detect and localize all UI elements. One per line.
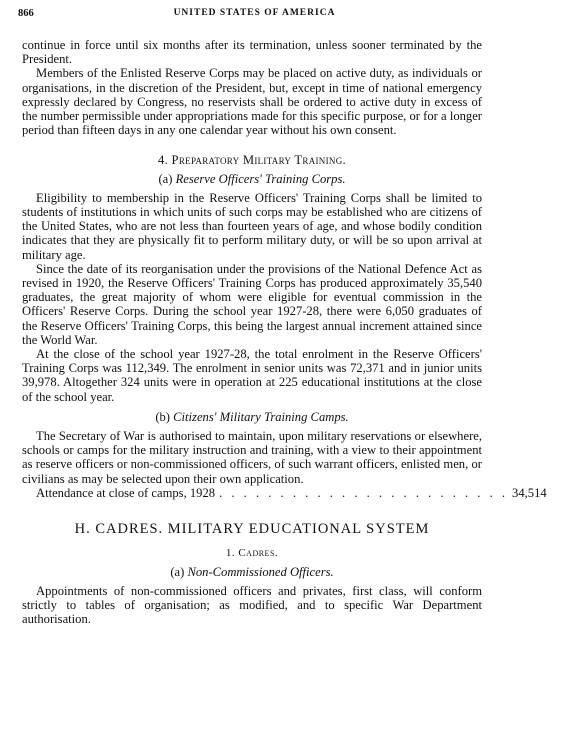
attendance-line [22,485,547,500]
running-header [18,8,491,22]
paragraph-appointments: Appointments of non-commissioned officers and privates, first class, will conform strictly to tables of organisation; as modified, and to specific War Department authorisation. [22,583,482,627]
paragraph-reorganisation: Since the date of its reorganisation under the provisions of the National Defence Act as revised in 1920, the Reserve Officers' Training Corps has produced approximately 35,540 graduates, the great majority of whom were eligible for eventual commission in the Officers' Reserve Corps. During the school year 1927-28, there were 6,050 graduates of the Reserve Officers' Training Corps, this being the largest annual increment attained since the World War. [22,261,482,347]
paragraph-secretary-of-war: The Secretary of War is authorised to maintain, upon military reservations or elsewhere, schools or camps for the military instruction and training, with a view to their appointment as reserve officers or non-commissioned officers, of such warrant officers, enlisted men, or civilians as may be selected upon their own application. [22,429,482,486]
subheading-nco [22,565,482,579]
paragraph-enrolment: At the close of the school year 1927-28, the total enrolment in the Reserve Officers' Training Corps was 112,349. The enrolment in senior units was 72,371 and in junior units 39,978. Altogether 324 units were in operation at 225 educational institutions at the close of the school year. [22,347,482,404]
attendance-value: 34,514 [512,485,547,500]
attendance-label: Attendance at close of camps, 1928 [36,485,216,500]
leader-dots: . . . . . . . . . . . . . . . . . . . . . . . . [219,485,509,500]
subheading-label: (b) [155,409,170,424]
major-heading-cadres: H. CADRES. MILITARY EDUCATIONAL SYSTEM [74,521,430,538]
subheading-label: (a) [158,171,173,186]
spacer [22,137,482,153]
running-title: UNITED STATES OF AMERICA [173,8,336,18]
section-heading-preparatory-training: 4. Preparatory Military Training. [158,153,346,168]
subheading-title: Citizens' Military Training Camps. [173,409,349,424]
subheading-title: Reserve Officers' Training Corps. [175,171,346,186]
page-number: 866 [18,8,34,19]
subheading-citizens-camps [22,410,482,424]
paragraph-eligibility: Eligibility to membership in the Reserve Officers' Training Corps shall be limited to students of institutions in which units of such corps may be established who are citizens of the United States, who are not less than fourteen years of age, and whose bodily condition indicates that they are physically fit to perform military duty, or will be so upon arrival at military age. [22,190,482,262]
paragraph-enlisted-reserve: Members of the Enlisted Reserve Corps may be placed on active duty, as individuals or organisations, in the discretion of the President, but, except in time of national emergency expressly declared by Congress, no reservists shall be ordered to active duty in excess of the number permissible under appropriations made for this specific purpose, or for a longer period than fifteen days in any one calendar year without his own consent. [22,66,482,138]
page-body [22,38,547,627]
subheading-title: Non-Commissioned Officers. [187,564,334,579]
subheading-rotc [22,172,482,186]
subheading-label: (a) [170,564,185,579]
paragraph-continuation: continue in force until six months after its termination, unless sooner terminated by the President. [22,38,482,67]
section-heading-cadres: 1. Cadres. [225,547,279,560]
